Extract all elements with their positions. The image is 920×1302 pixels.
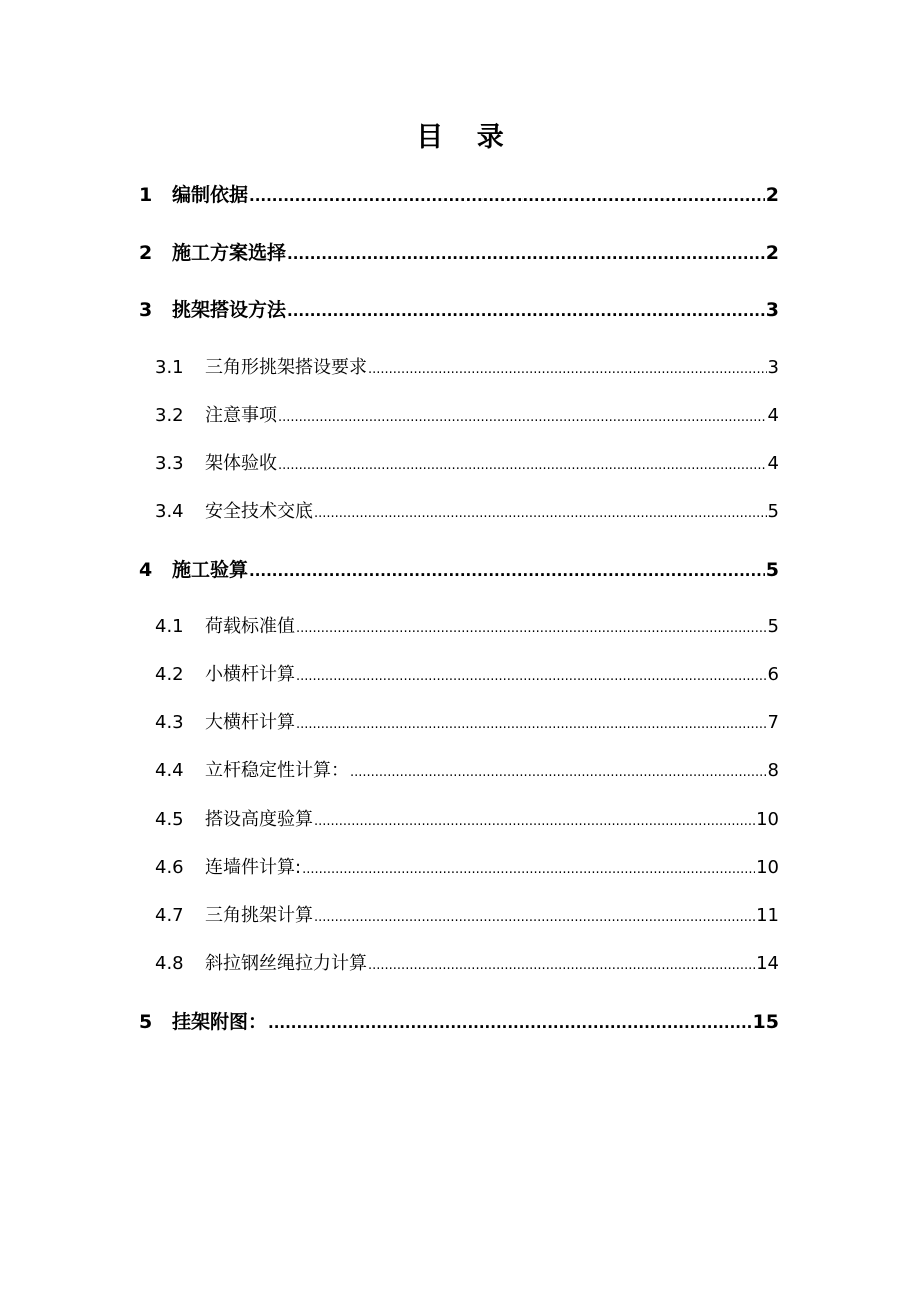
toc-entry-label: 三角形挑架搭设要求 (205, 357, 367, 378)
toc-entry-5[interactable] (0, 1007, 920, 1037)
toc-entry-3-3[interactable] (0, 449, 920, 479)
dot-leader (368, 355, 767, 385)
toc-entry-body (205, 756, 779, 788)
toc-entry-number: 3.2 (155, 405, 184, 426)
toc-entry-label: 三角挑架计算 (205, 905, 313, 926)
toc-entry-4-8[interactable] (0, 949, 920, 979)
toc-entry-page: 11 (756, 905, 779, 926)
toc-entry-body (205, 497, 779, 529)
toc-entry-page: 10 (756, 809, 779, 830)
toc-entry-number: 4.1 (155, 616, 184, 637)
toc-entry-3-1[interactable] (0, 353, 920, 383)
toc-entry-number: 3.3 (155, 453, 184, 474)
toc-entry-page: 4 (767, 453, 779, 474)
toc-entry-label: 斜拉钢丝绳拉力计算 (205, 953, 367, 974)
toc-entry-page: 6 (767, 664, 779, 685)
toc-entry-number: 4 (139, 559, 153, 581)
toc-entry-page: 14 (756, 953, 779, 974)
toc-entry-4-3[interactable] (0, 708, 920, 738)
dot-leader (314, 903, 755, 933)
toc-entry-number: 2 (139, 242, 153, 264)
toc-entry-body (205, 353, 779, 385)
toc-entry-label: 大横杆计算 (205, 712, 295, 733)
toc-entry-number: 3.4 (155, 501, 184, 522)
dot-leader (268, 1008, 752, 1038)
toc-entry-label: 搭设高度验算 (205, 809, 313, 830)
toc-entry-4-1[interactable] (0, 612, 920, 642)
dot-leader (249, 556, 765, 586)
toc-entry-number: 1 (139, 184, 153, 206)
dot-leader (314, 807, 755, 837)
dot-leader (249, 181, 765, 211)
toc-entry-number: 4.7 (155, 905, 184, 926)
toc-entry-label: 荷载标准值 (205, 616, 295, 637)
toc-entry-body (205, 660, 779, 692)
toc-entry-number: 3.1 (155, 357, 184, 378)
toc-entry-4[interactable] (0, 555, 920, 585)
toc-entry-number: 4.5 (155, 809, 184, 830)
toc-entry-page: 5 (765, 559, 779, 581)
toc-entry-number: 3 (139, 299, 153, 321)
toc-entry-label: 安全技术交底 (205, 501, 313, 522)
toc-entry-number: 4.4 (155, 760, 184, 781)
toc-entry-page: 5 (767, 501, 779, 522)
toc-entry-body (205, 949, 779, 981)
toc-entry-body (172, 295, 779, 326)
toc-entry-body (205, 901, 779, 933)
toc-entry-4-6[interactable] (0, 853, 920, 883)
toc-entry-label: 注意事项 (205, 405, 277, 426)
toc-entry-1[interactable] (0, 180, 920, 210)
toc-entry-page: 5 (767, 616, 779, 637)
toc-entry-3-4[interactable] (0, 497, 920, 527)
toc-entry-page: 8 (767, 760, 779, 781)
toc-entry-body (172, 555, 779, 586)
toc-entry-number: 5 (139, 1011, 153, 1033)
toc-entry-2[interactable] (0, 238, 920, 268)
dot-leader (287, 239, 765, 269)
dot-leader (296, 614, 767, 644)
toc-entry-4-7[interactable] (0, 901, 920, 931)
dot-leader (350, 758, 767, 788)
toc-entry-4-2[interactable] (0, 660, 920, 690)
toc-entry-body (172, 238, 779, 269)
toc-entry-page: 4 (767, 405, 779, 426)
toc-entry-label: 挑架搭设方法 (172, 299, 287, 321)
toc-entry-4-4[interactable] (0, 756, 920, 786)
toc-entry-number: 4.3 (155, 712, 184, 733)
toc-entry-body (205, 612, 779, 644)
toc-entry-body (205, 708, 779, 740)
toc-entry-body (205, 853, 779, 885)
dot-leader (368, 951, 755, 981)
toc-entry-page: 15 (752, 1011, 779, 1033)
toc-entry-label: 小横杆计算 (205, 664, 295, 685)
toc-entry-page: 2 (765, 242, 779, 264)
toc-entry-label: 施工验算 (172, 559, 249, 581)
toc-entry-body (205, 401, 779, 433)
toc-entry-number: 4.6 (155, 857, 184, 878)
toc-entry-label: 施工方案选择 (172, 242, 287, 264)
toc-entry-label: 立杆稳定性计算： (205, 760, 349, 781)
dot-leader (278, 451, 767, 481)
toc-title: 目 录 (416, 122, 516, 153)
dot-leader (314, 499, 767, 529)
toc-entry-page: 2 (765, 184, 779, 206)
toc-entry-label: 挂架附图： (172, 1011, 268, 1033)
toc-entry-page: 3 (765, 299, 779, 321)
toc-entry-body (172, 180, 779, 211)
toc-entry-body (205, 805, 779, 837)
dot-leader (302, 855, 755, 885)
toc-entry-body (172, 1007, 779, 1038)
toc-entry-4-5[interactable] (0, 805, 920, 835)
toc-entry-number: 4.8 (155, 953, 184, 974)
dot-leader (296, 662, 767, 692)
toc-entry-3[interactable] (0, 295, 920, 325)
toc-entry-page: 7 (767, 712, 779, 733)
toc-entry-3-2[interactable] (0, 401, 920, 431)
dot-leader (296, 710, 767, 740)
toc-entry-page: 10 (756, 857, 779, 878)
dot-leader (278, 403, 767, 433)
toc-entry-number: 4.2 (155, 664, 184, 685)
toc-entry-label: 编制依据 (172, 184, 249, 206)
toc-entry-label: 连墙件计算: (205, 857, 302, 878)
dot-leader (287, 296, 765, 326)
toc-entry-page: 3 (767, 357, 779, 378)
toc-entry-body (205, 449, 779, 481)
toc-entry-label: 架体验收 (205, 453, 277, 474)
